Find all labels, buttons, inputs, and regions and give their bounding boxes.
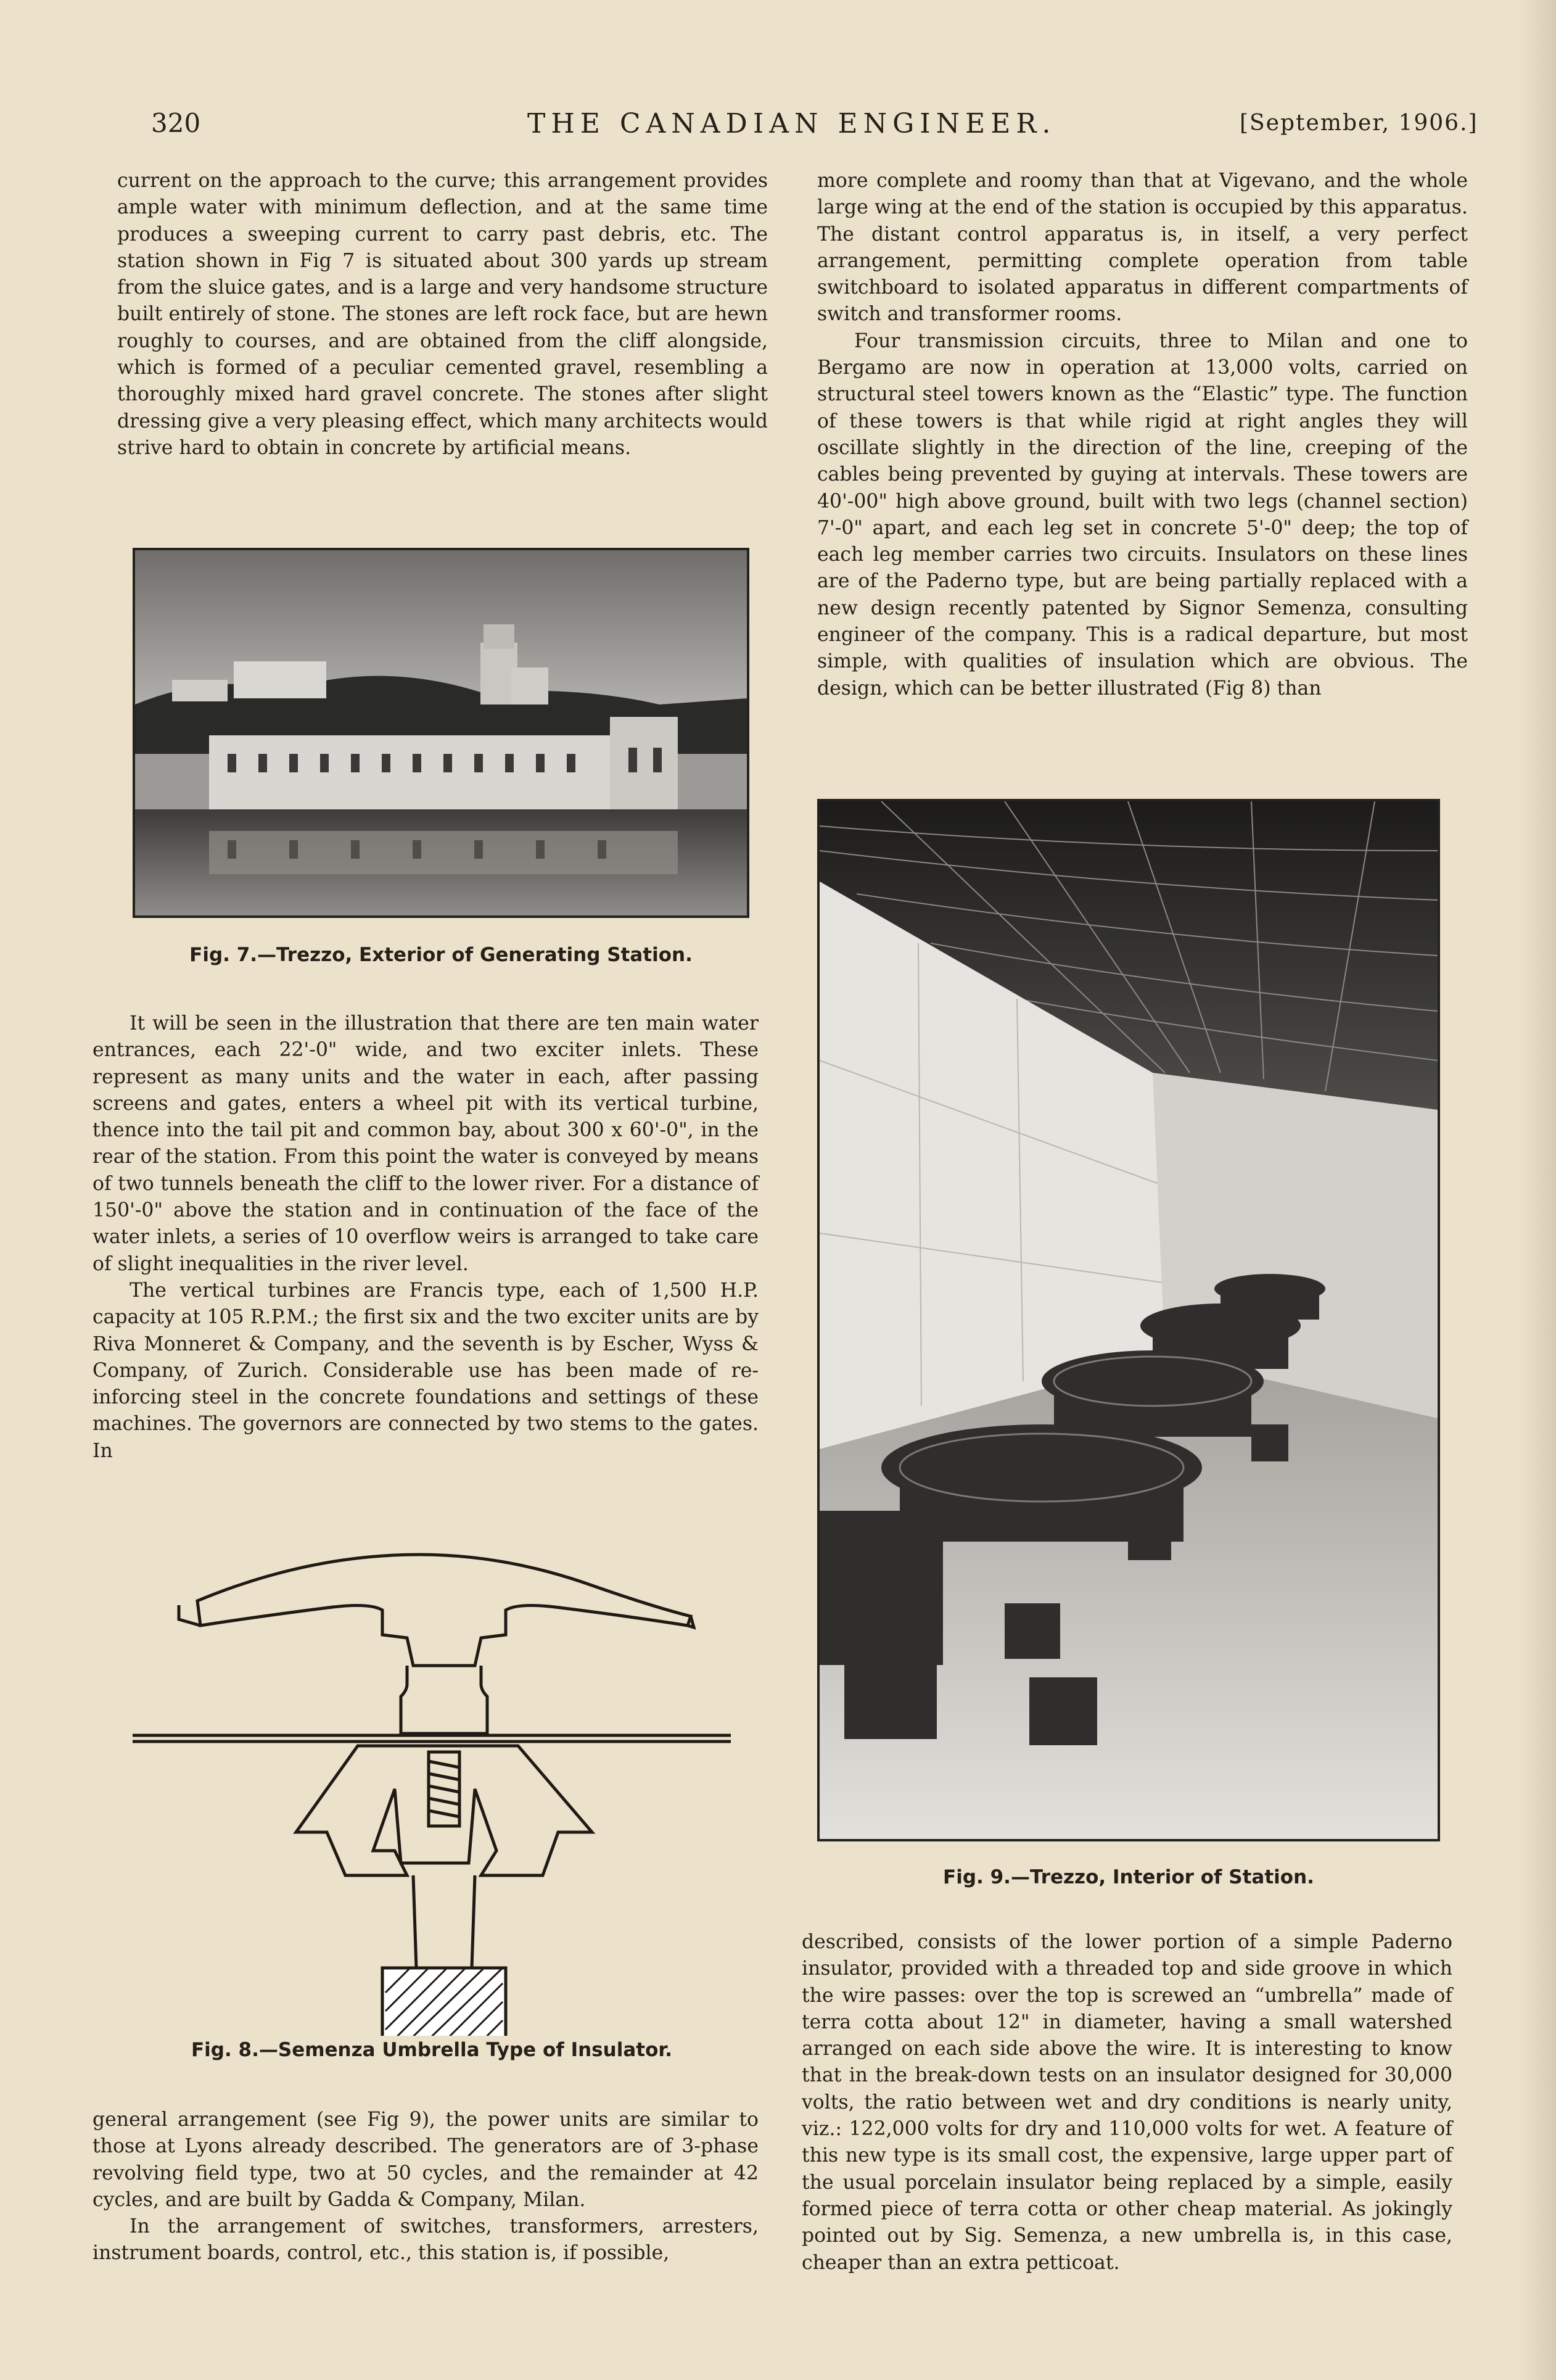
right-column-bottom xyxy=(802,1929,1452,2276)
paragraph: Four transmission circuits, three to Milan and one to Bergamo are now in operation at 13,000 volts, carried on structural steel towers known as the “Elastic” type. The function of these towers is that while rigid at right angles they will oscillate slightly in the direction of the line, creeping of the cables being prevented by guying at intervals. These towers are 40'-00" high above ground, built with two legs (channel section) 7'-0" apart, and each leg set in concrete 5'-0" deep; the top of each leg member carries two circuits. Insulators on these lines are of the Paderno type, but are being partially replaced with a new design recently patented by Signor Semenza, consulting engineer of the company. This is a radical departure, but most simple, with qualities of insulation which are obvious. The design, which can be better illustrated (Fig 8) than xyxy=(817,329,1468,700)
station-exterior-image xyxy=(135,550,747,915)
paragraph: more complete and roomy than that at Vigevano, and the whole large wing at the end of the station is occupied by this apparatus. The distant control apparatus is, in itself, a very perfect arrangement, permitting complete operation from table switchboard to isolated apparatus in different compartments of switch and transformer rooms. xyxy=(817,170,1468,326)
paragraph: general arrangement (see Fig 9), the power units are similar to those at Lyons already described. The generators are of 3-phase revolving field type, two at 50 cycles, and the remainder at 42 cycles, and are built by Gadda & Company, Milan. xyxy=(93,2109,759,2211)
page-header xyxy=(0,108,1556,157)
fig7-caption: Fig. 7.—Trezzo, Exterior of Generating Station. xyxy=(189,944,693,966)
station-interior-image xyxy=(820,801,1438,1839)
paragraph: In the arrangement of switches, transformers, arresters, instrument boards, control, etc., this station is, if possible, xyxy=(93,2215,759,2265)
paragraph: It will be seen in the illustration that there are ten main water entrances, each 22'-0" wide, and two exciter inlets. These represent as many units and the water in each, after passing screens and gates, enters a wheel pit with its vertical turbine, thence into the tail pit and common bay, about 300 x 60'-0", in the rear of the station. From this point the water is conveyed by means of two tunnels beneath the cliff to the lower river. For a distance of 150'-0" above the station and in continuation of the face of the water inlets, a series of 10 overflow weirs is arranged to take care of slight inequalities in the river level. xyxy=(93,1012,759,1275)
fig7-photo xyxy=(133,548,749,918)
left-column-top xyxy=(117,168,768,461)
issue-date: [September, 1906.] xyxy=(1240,110,1478,136)
fig8-insulator-drawing xyxy=(123,1542,740,2036)
page-edge-shadow xyxy=(1519,0,1556,2380)
right-column-top xyxy=(817,168,1468,702)
fig9-caption: Fig. 9.—Trezzo, Interior of Station. xyxy=(943,1866,1314,1888)
left-column-bottom xyxy=(93,2107,759,2267)
fig8-caption: Fig. 8.—Semenza Umbrella Type of Insulator. xyxy=(191,2039,673,2061)
left-column-middle xyxy=(93,1010,759,1465)
paragraph: The vertical turbines are Francis type, each of 1,500 H.P. capacity at 105 R.P.M.; the first six and the two exciter units are by Riva Monneret & Company, and the seventh is by Escher, Wyss & Company, of Zurich. Considerable use has been made of re-inforcing steel in the concrete foundations and settings of these machines. The governors are connected by two stems to the gates. In xyxy=(93,1279,759,1462)
fig9-photo xyxy=(817,799,1440,1841)
page-number: 320 xyxy=(151,108,201,138)
journal-title: THE CANADIAN ENGINEER. xyxy=(527,108,1056,139)
paragraph: current on the approach to the curve; this arrangement provides ample water with minimum deflection, and at the same time produces a sweeping current to carry past debris, etc. The station shown in Fig 7 is situated about 300 yards up stream from the sluice gates, and is a large and very handsome structure built entirely of stone. The stones are left rock face, but are hewn roughly to courses, and are obtained from the cliff alongside, which is formed of a peculiar cemented gravel, resembling a thoroughly mixed hard gravel concrete. The stones after slight dressing give a very pleasing effect, which many architects would strive hard to obtain in concrete by artificial means. xyxy=(117,170,768,459)
paragraph: described, consists of the lower portion of a simple Paderno insulator, provided with a threaded top and side groove in which the wire passes: over the top is screwed an “umbrella” made of terra cotta about 12" in diameter, having a small watershed arranged on each side above the wire. It is interesting to know that in the break-down tests on an insulator designed for 30,000 volts, the ratio between wet and dry conditions is nearly unity, viz.: 122,000 volts for dry and 110,000 volts for wet. A feature of this new type is its small cost, the expensive, large upper part of the usual porcelain insulator being replaced by a simple, easily formed piece of terra cotta or other cheap material. As jokingly pointed out by Sig. Semenza, a new umbrella is, in this case, cheaper than an extra petticoat. xyxy=(802,1931,1452,2274)
